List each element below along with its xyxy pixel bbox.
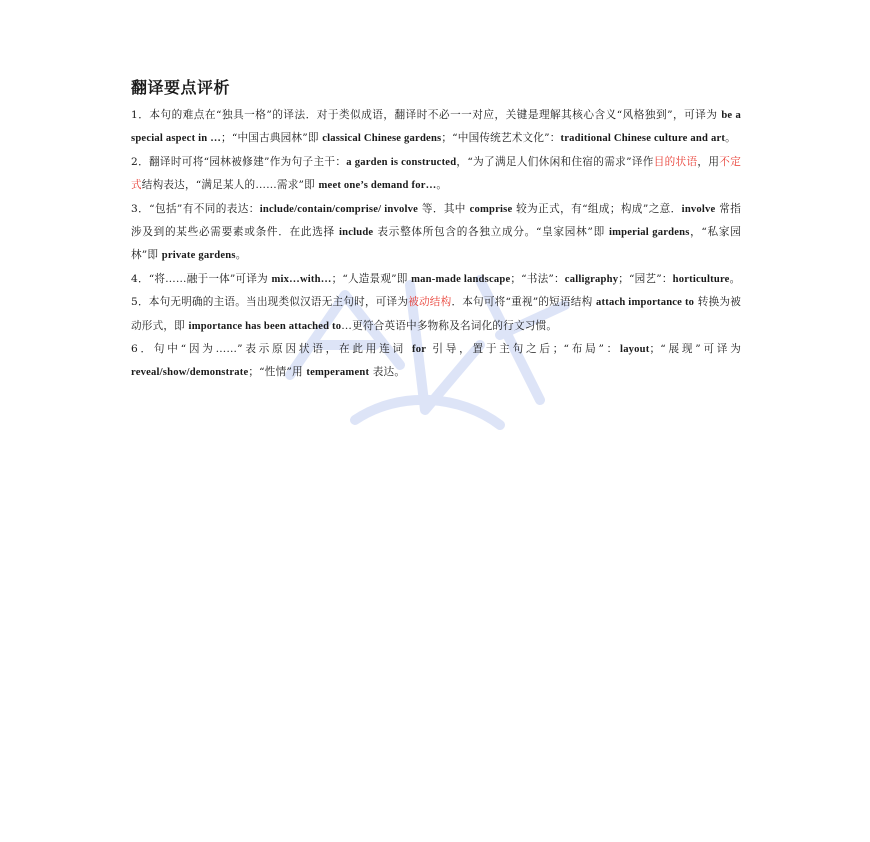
- english-term: importance has been attached to: [188, 320, 342, 332]
- text-run: ；“性情”用: [248, 366, 307, 379]
- english-term: layout: [620, 344, 650, 356]
- text-run: ；“展现”可译为: [649, 343, 742, 356]
- text-run: 较为正式，有“组成；构成”之意．: [512, 202, 682, 215]
- analysis-paragraph-1: [131, 104, 741, 151]
- english-term: meet one’s demand for…: [318, 180, 437, 192]
- section-title: 翻译要点评析: [131, 78, 231, 97]
- english-term: private gardens: [161, 250, 236, 262]
- text-run: ，“为了满足人们休闲和住宿的需求”译作: [456, 155, 654, 168]
- text-run: 转换为被动形式，即: [131, 296, 741, 332]
- english-term: classical Chinese gardens: [322, 133, 442, 145]
- text-run: 。: [235, 249, 247, 262]
- text-run: 常指涉及到的某些必需要素或条件．在此选择: [131, 202, 742, 239]
- english-term: mix…with…: [271, 273, 332, 285]
- text-run: 2．翻译时可将“园林被修建”作为句子主干：: [131, 155, 347, 168]
- text-run: …更符合英语中多物称及名词化的行文习惯。: [341, 319, 558, 332]
- english-term: include: [338, 227, 374, 239]
- text-run: 3．“包括”有不同的表达：: [131, 202, 260, 215]
- text-run: 5．本句无明确的主语。当出现类似汉语无主句时，可译为: [131, 296, 409, 309]
- analysis-section: [131, 78, 741, 385]
- english-term: calligraphy: [564, 273, 619, 285]
- text-run: 4．“将……融于一体”可译为: [131, 272, 272, 285]
- text-run: ，“私家园林”即: [131, 226, 741, 262]
- english-term: comprise: [469, 203, 513, 215]
- english-term: reveal/show/demonstrate: [131, 367, 249, 379]
- text-run: 。: [725, 132, 736, 145]
- analysis-paragraph-2: [131, 151, 741, 198]
- text-run: 等．其中: [418, 202, 470, 215]
- english-term: involve: [681, 203, 716, 215]
- highlight-term: 目的状语: [653, 155, 698, 168]
- text-run: 。: [436, 179, 448, 192]
- english-term: attach importance to: [596, 297, 695, 309]
- text-run: ；“中国传统艺术文化”：: [441, 132, 561, 145]
- highlight-term: 被动结构: [408, 296, 452, 309]
- text-run: ；“人造景观”即: [331, 272, 412, 285]
- english-term: imperial gardens: [609, 227, 690, 239]
- text-run: 6．句中“因为……”表示原因状语，在此用连词: [131, 343, 413, 356]
- text-run: ；“书法”：: [510, 272, 565, 285]
- text-run: ；“中国古典园林”即: [221, 132, 323, 145]
- text-run: ；“园艺”：: [618, 272, 673, 285]
- text-run: 引导，置于主句之后；“布局”：: [426, 343, 621, 356]
- text-run: ．本句可将“重视”的短语结构: [451, 296, 596, 309]
- english-term: include/contain/comprise/ involve: [259, 203, 419, 215]
- text-run: 。: [729, 272, 741, 285]
- english-term: a garden is constructed: [346, 156, 457, 168]
- english-term: horticulture: [672, 273, 730, 285]
- english-term: man-made landscape: [411, 273, 511, 285]
- paragraph-list: [131, 104, 741, 385]
- text-run: 结构表达，“满足某人的……需求”即: [141, 179, 319, 192]
- english-term: be a special aspect in …: [131, 110, 741, 145]
- analysis-paragraph-6: [131, 338, 741, 385]
- text-run: 表示整体所包含的各独立成分。“皇家园林”即: [373, 226, 610, 239]
- analysis-paragraph-3: [131, 198, 741, 268]
- analysis-paragraph-5: [131, 291, 741, 338]
- english-term: traditional Chinese culture and art: [560, 133, 726, 145]
- text-run: 表达。: [369, 366, 406, 379]
- analysis-paragraph-4: [131, 268, 741, 291]
- english-term: for: [412, 344, 427, 356]
- highlight-term: 不定式: [131, 155, 741, 192]
- text-run: 1．本句的难点在“独具一格”的译法．对于类似成语，翻译时不必一一对应，关键是理解其核心含义“风格独到”，可译为: [131, 109, 722, 121]
- english-term: temperament: [306, 367, 370, 379]
- text-run: ，用: [697, 155, 720, 168]
